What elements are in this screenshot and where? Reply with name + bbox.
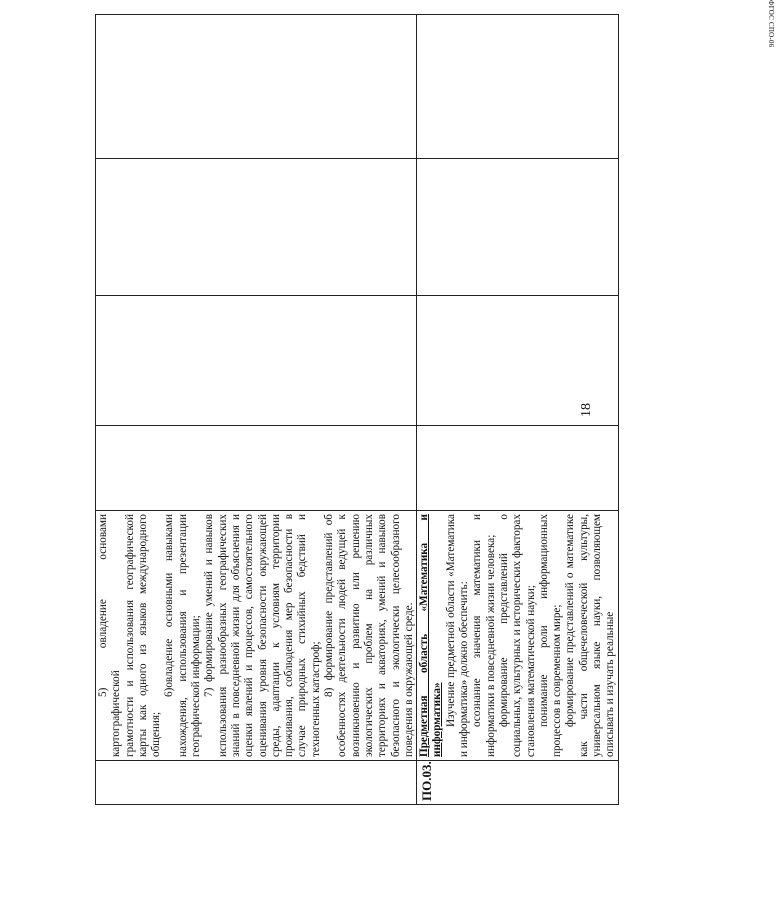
paragraph: 7) формирование умений и навыков использования разнообразных географических знаний в повседневной жизни для объяснения и оценки явлений и процессов, самостоятельного оценивания уровня безопасности окружающей среды, адаптации к условиям территории проживания, соблюдения мер безопасности в случае природных стихийных бедствий и техногенных катастроф; [203, 514, 322, 757]
standards-table [95, 14, 619, 805]
empty-cell [96, 15, 417, 159]
content-cell [96, 511, 417, 761]
page-number: 18 [579, 403, 594, 417]
paragraph: 5) овладение основами картографической [97, 514, 123, 757]
code-cell [96, 761, 417, 805]
paragraph: 6)овладение основными навыками нахождения, использования и презентации географической информации; [163, 514, 203, 757]
content-text [96, 511, 416, 760]
footer-label: ФГОС СПО-06 [767, 0, 775, 48]
empty-cell [96, 426, 417, 511]
paragraph: формирование представлений о математике как части общечеловеческой культуры, универсальном языке науки, позволяющем описывать и изучать реальные [564, 514, 617, 757]
paragraph: понимание роли информационных процессов в современном мире; [537, 514, 564, 757]
paragraph: грамотности и использования географической карты как одного из языков международного общения; [123, 514, 163, 757]
table-row [96, 15, 417, 805]
paragraph: Изучение предметной области «Математика и информатика» должно обеспечить: [444, 514, 471, 757]
rotated-page [95, 15, 617, 805]
code-cell: ПО.03. [417, 761, 618, 805]
paragraph: осознание значения математики и информатики в повседневной жизни человека; [471, 514, 497, 757]
section-heading: Предметная область «Математика и информатика» [418, 514, 444, 757]
paragraph: формирование представлений о социальных, культурных и исторических факторах становления математической науки; [497, 514, 537, 757]
empty-cell [96, 296, 417, 426]
paragraph: 8) формирование представлений об особенностях деятельности людей ведущей к возникновению и развитию или решению экологических проблем на различных территориях и акваториях, умений и навыков безопасного и экологически целесообразного поведения в окружающей среде. [323, 514, 415, 757]
empty-cell [96, 159, 417, 296]
